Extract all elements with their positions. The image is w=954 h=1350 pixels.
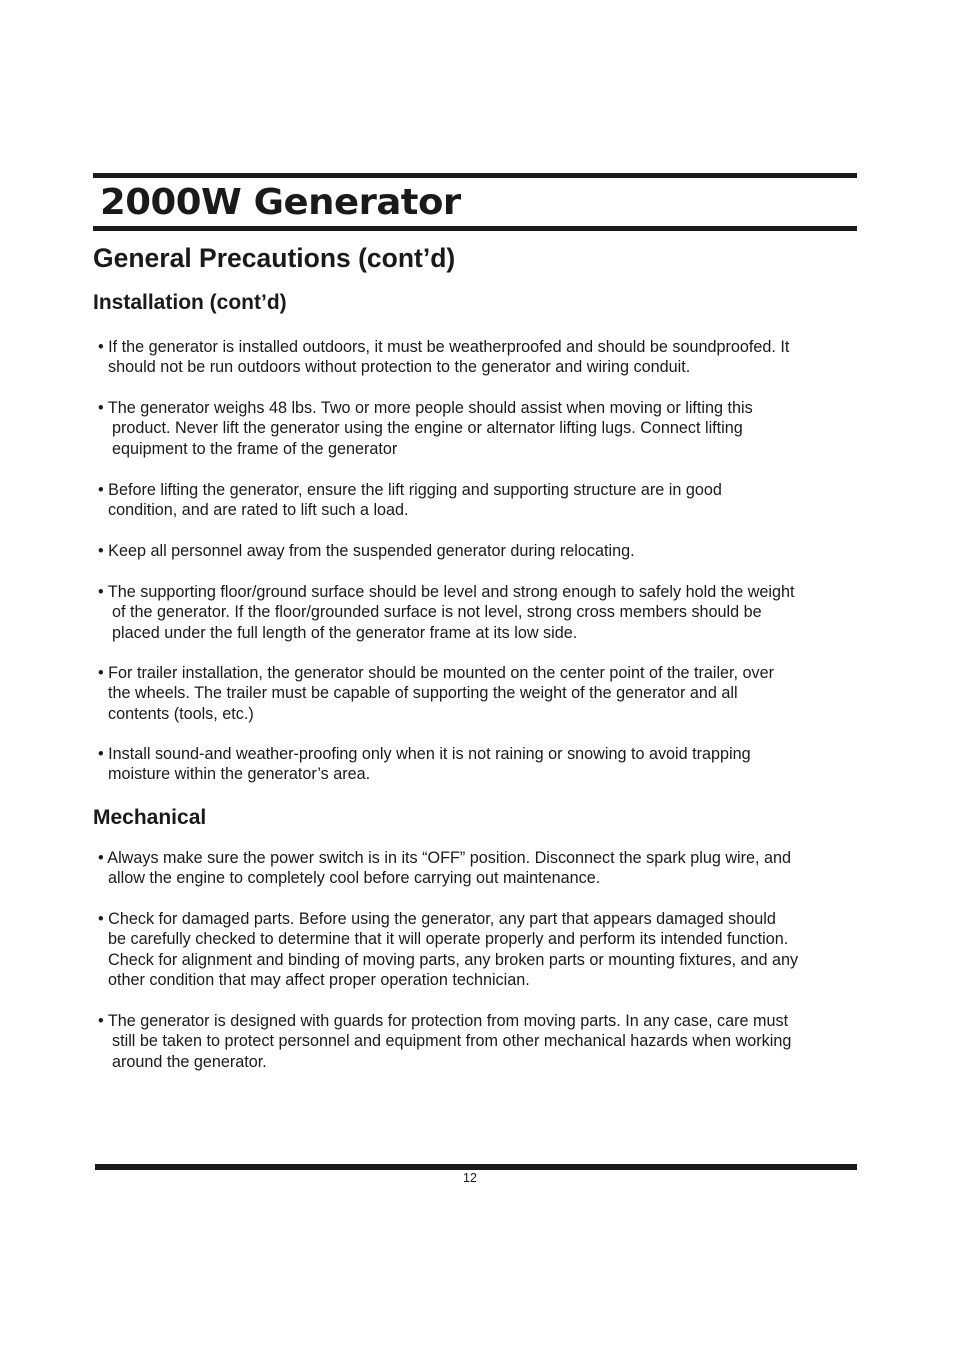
section-heading: General Precautions (cont’d) bbox=[93, 243, 456, 273]
installation-item-outdoors bbox=[98, 337, 789, 378]
bullet-line: other condition that may affect proper operation technician. bbox=[108, 971, 530, 990]
bullet-line: around the generator. bbox=[112, 1052, 267, 1071]
bullet-line: equipment to the frame of the generator bbox=[112, 439, 398, 458]
bullet-line: should not be run outdoors without protection to the generator and wiring conduit. bbox=[108, 358, 691, 377]
bullet-line: contents (tools, etc.) bbox=[108, 704, 254, 723]
page-number: 12 bbox=[463, 1171, 477, 1185]
bullet-line: moisture within the generator’s area. bbox=[108, 765, 371, 784]
bullet-line: allow the engine to completely cool before carrying out maintenance. bbox=[108, 869, 601, 888]
mechanical-item-power-switch bbox=[98, 848, 791, 889]
document-title: 2000W Generator bbox=[100, 181, 461, 223]
bullet-line: • Check for damaged parts. Before using the generator, any part that appears damaged should bbox=[98, 910, 776, 928]
bullet-line: • If the generator is installed outdoors, it must be weatherproofed and should be soundproofed. It bbox=[98, 338, 790, 356]
bullet-line: condition, and are rated to lift such a load. bbox=[108, 501, 409, 520]
bullet-line: • The generator weighs 48 lbs. Two or more people should assist when moving or lifting this bbox=[98, 399, 753, 417]
bullet-line: still be taken to protect personnel and equipment from other mechanical hazards when working bbox=[112, 1032, 792, 1051]
mechanical-heading: Mechanical bbox=[93, 806, 207, 829]
bullet-line: • Before lifting the generator, ensure the lift rigging and supporting structure are in good bbox=[98, 481, 722, 499]
bullet-line: placed under the full length of the generator frame at its low side. bbox=[112, 623, 578, 642]
installation-item-lifting bbox=[98, 480, 722, 521]
header-top-rule bbox=[93, 173, 857, 178]
header-bottom-rule bbox=[93, 226, 857, 231]
bullet-line: product. Never lift the generator using the engine or alternator lifting lugs. Connect lifting bbox=[112, 419, 743, 438]
bullet-line: • For trailer installation, the generator should be mounted on the center point of the trailer, over bbox=[98, 664, 775, 682]
bullet-line: be carefully checked to determine that it will operate properly and perform its intended function. bbox=[108, 930, 789, 949]
bullet-line: of the generator. If the floor/grounded surface is not level, strong cross members should be bbox=[112, 603, 762, 622]
installation-item-floor bbox=[98, 582, 795, 643]
bullet-line: • Keep all personnel away from the suspended generator during relocating. bbox=[98, 542, 635, 560]
installation-heading: Installation (cont’d) bbox=[93, 291, 287, 314]
installation-item-trailer bbox=[98, 663, 774, 724]
installation-item-weight bbox=[98, 398, 753, 459]
bullet-line: the wheels. The trailer must be capable of supporting the weight of the generator and all bbox=[108, 684, 738, 703]
installation-item-proofing bbox=[98, 744, 751, 785]
bullet-line: Check for alignment and binding of moving parts, any broken parts or mounting fixtures, and any bbox=[108, 950, 799, 969]
bullet-line: • The generator is designed with guards for protection from moving parts. In any case, care must bbox=[98, 1012, 789, 1030]
mechanical-item-damaged-parts bbox=[98, 909, 798, 991]
bullet-line: • Install sound-and weather-proofing only when it is not raining or snowing to avoid trapping bbox=[98, 745, 751, 763]
bullet-line: • The supporting floor/ground surface should be level and strong enough to safely hold the weight bbox=[98, 583, 795, 601]
installation-item-personnel bbox=[98, 541, 635, 561]
bullet-line: • Always make sure the power switch is in its “OFF” position. Disconnect the spark plug wire, and bbox=[98, 849, 792, 867]
mechanical-item-guards bbox=[98, 1011, 791, 1072]
